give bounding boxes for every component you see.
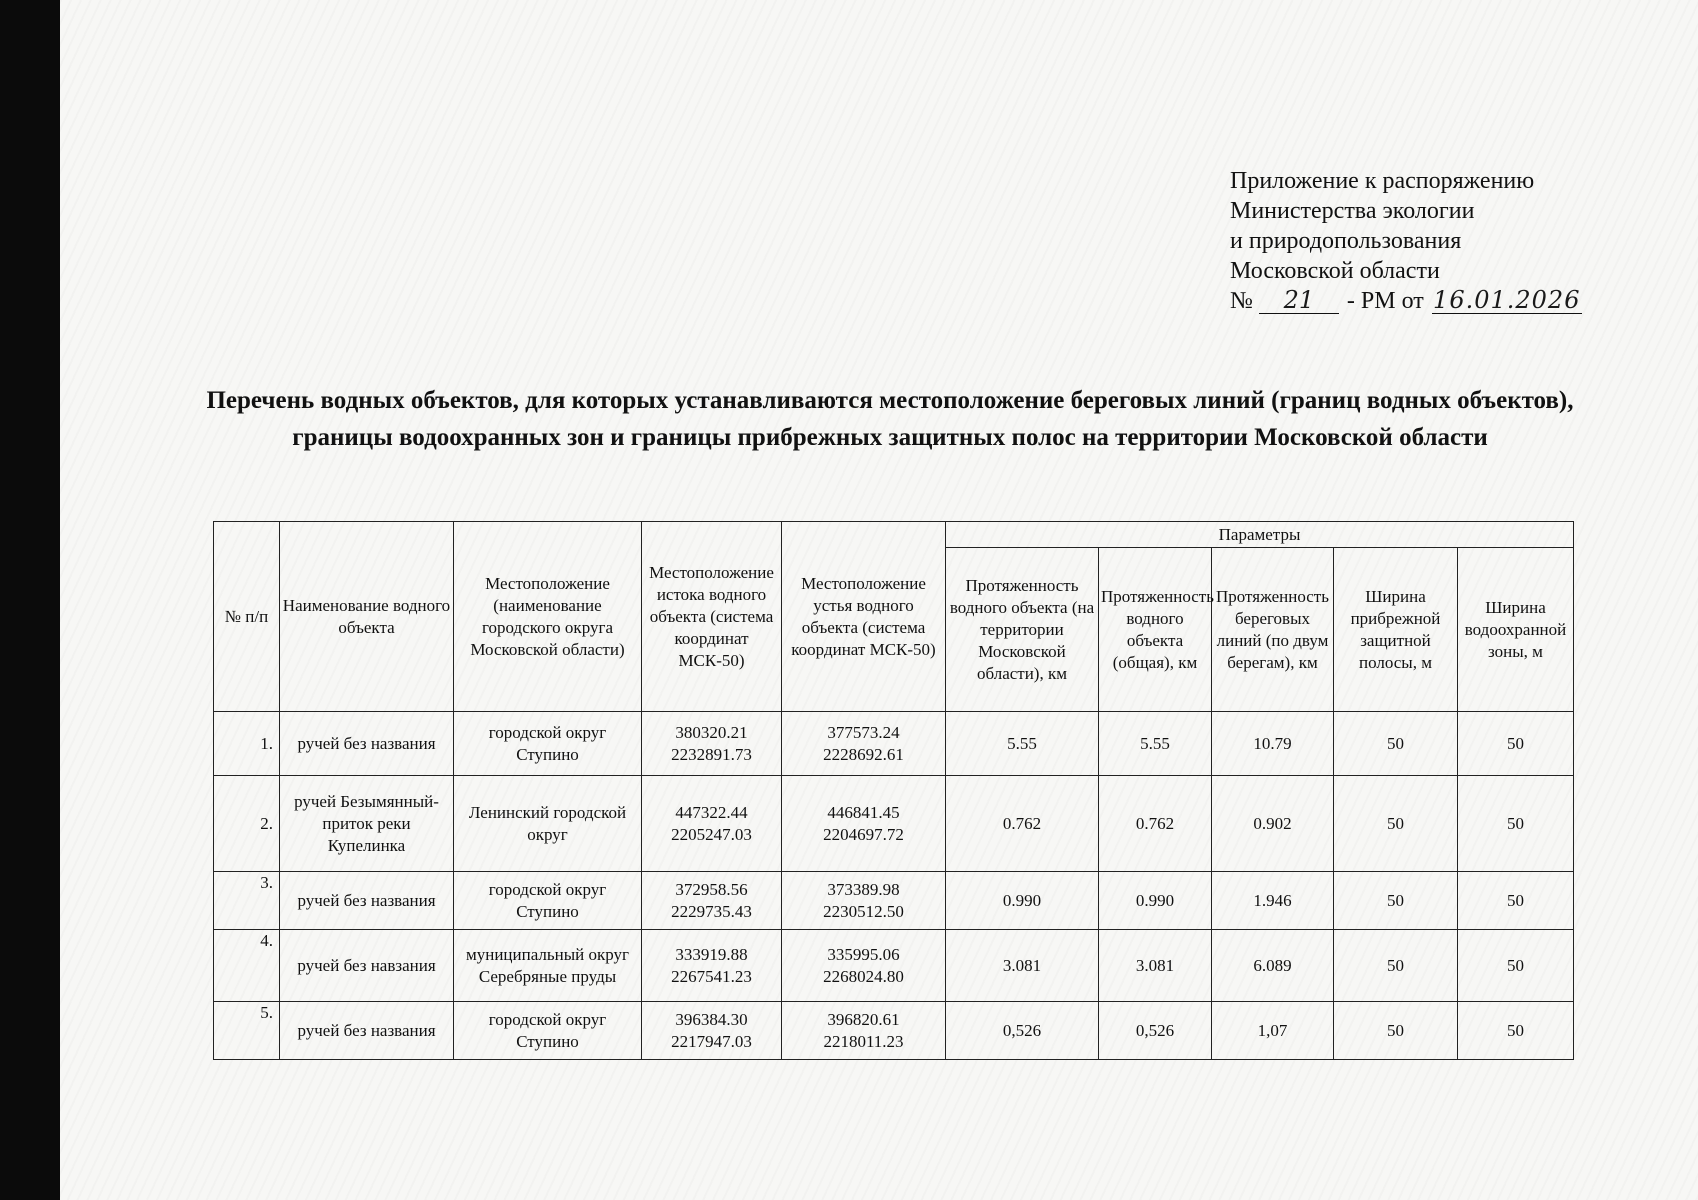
length-total: 0,526 (1099, 1002, 1212, 1060)
object-location: городской округ Ступино (454, 712, 642, 776)
length-region: 0.762 (946, 776, 1099, 872)
water-objects-table (213, 521, 1574, 1060)
table-row (214, 930, 1574, 1002)
coastal-strip-width: 50 (1334, 712, 1458, 776)
row-number: 3. (214, 872, 280, 930)
handwritten-order-number: 21 (1259, 287, 1339, 314)
header-length-region: Протяженность водного объекта (на территории Московской области), км (946, 548, 1099, 712)
coastal-strip-width: 50 (1334, 930, 1458, 1002)
header-water-zone: Ширина водоохранной зоны, м (1458, 548, 1574, 712)
length-total: 5.55 (1099, 712, 1212, 776)
water-zone-width: 50 (1458, 872, 1574, 930)
source-coordinates: 372958.56 2229735.43 (642, 872, 782, 930)
water-zone-width: 50 (1458, 776, 1574, 872)
length-region: 5.55 (946, 712, 1099, 776)
appendix-line-4: Московской области (1230, 258, 1440, 284)
order-type-text: - РМ от (1346, 288, 1424, 314)
table-row (214, 872, 1574, 930)
header-parameters: Параметры (946, 522, 1574, 548)
coastal-strip-width: 50 (1334, 1002, 1458, 1060)
appendix-line-1: Приложение к распоряжению (1230, 168, 1535, 194)
header-name: Наименование водного объекта (280, 522, 454, 712)
length-total: 0.762 (1099, 776, 1212, 872)
water-zone-width: 50 (1458, 712, 1574, 776)
shoreline-length: 10.79 (1212, 712, 1334, 776)
mouth-coordinates: 446841.45 2204697.72 (782, 776, 946, 872)
header-mouth: Местоположение устья водного объекта (система координат МСК-50) (782, 522, 946, 712)
row-number: 4. (214, 930, 280, 1002)
coastal-strip-width: 50 (1334, 872, 1458, 930)
header-length-total: Протяженность водного объекта (общая), км (1099, 548, 1212, 712)
source-coordinates: 333919.88 2267541.23 (642, 930, 782, 1002)
source-coordinates: 380320.21 2232891.73 (642, 712, 782, 776)
row-number: 1. (214, 712, 280, 776)
header-num: № п/п (214, 522, 280, 712)
order-number-line (1230, 286, 1582, 316)
object-name: ручей без навзания (280, 930, 454, 1002)
shoreline-length: 6.089 (1212, 930, 1334, 1002)
object-location: городской округ Ступино (454, 1002, 642, 1060)
object-name: ручей без названия (280, 712, 454, 776)
header-source: Местоположение истока водного объекта (система координат МСК-50) (642, 522, 782, 712)
shoreline-length: 0.902 (1212, 776, 1334, 872)
length-region: 0.990 (946, 872, 1099, 930)
object-location: городской округ Ступино (454, 872, 642, 930)
water-zone-width: 50 (1458, 930, 1574, 1002)
mouth-coordinates: 396820.61 2218011.23 (782, 1002, 946, 1060)
length-total: 0.990 (1099, 872, 1212, 930)
handwritten-order-date: 16.01.2026 (1433, 286, 1581, 314)
source-coordinates: 396384.30 2217947.03 (642, 1002, 782, 1060)
object-name: ручей Безымянный-приток реки Купелинка (280, 776, 454, 872)
mouth-coordinates: 373389.98 2230512.50 (782, 872, 946, 930)
object-location: Ленинский городской округ (454, 776, 642, 872)
row-number: 2. (214, 776, 280, 872)
source-coordinates: 447322.44 2205247.03 (642, 776, 782, 872)
shoreline-length: 1.946 (1212, 872, 1334, 930)
table-row (214, 776, 1574, 872)
table-row (214, 1002, 1574, 1060)
shoreline-length: 1,07 (1212, 1002, 1334, 1060)
header-shoreline: Протяженность береговых линий (по двум берегам), км (1212, 548, 1334, 712)
object-location: муниципальный округ Серебряные пруды (454, 930, 642, 1002)
scan-edge (0, 0, 60, 1200)
header-location: Местоположение (наименование городского округа Московской области) (454, 522, 642, 712)
length-total: 3.081 (1099, 930, 1212, 1002)
appendix-line-3: и природопользования (1230, 228, 1462, 254)
document-title: Перечень водных объектов, для которых устанавливаются местоположение береговых линий (границ водных объектов), границы водоохранных зон и границы прибрежных защитных полос на территории Московской области (206, 387, 1574, 451)
appendix-block (1230, 166, 1582, 316)
mouth-coordinates: 335995.06 2268024.80 (782, 930, 946, 1002)
length-region: 0,526 (946, 1002, 1099, 1060)
coastal-strip-width: 50 (1334, 776, 1458, 872)
appendix-line-2: Министерства экологии (1230, 198, 1475, 224)
number-sign: № (1230, 288, 1253, 314)
object-name: ручей без названия (280, 872, 454, 930)
length-region: 3.081 (946, 930, 1099, 1002)
table-row (214, 712, 1574, 776)
water-zone-width: 50 (1458, 1002, 1574, 1060)
row-number: 5. (214, 1002, 280, 1060)
header-coastal-strip: Ширина прибрежной защитной полосы, м (1334, 548, 1458, 712)
object-name: ручей без названия (280, 1002, 454, 1060)
mouth-coordinates: 377573.24 2228692.61 (782, 712, 946, 776)
